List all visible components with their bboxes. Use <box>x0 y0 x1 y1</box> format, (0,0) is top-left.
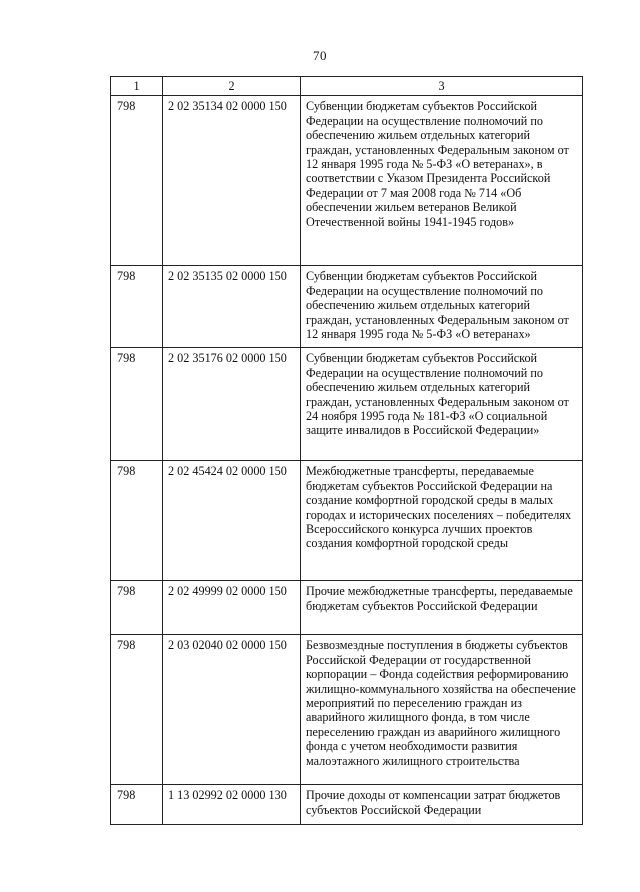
budget-code-cell: 2 03 02040 02 0000 150 <box>163 635 301 785</box>
budget-revenue-table <box>110 76 583 825</box>
header-column-2: 2 <box>163 77 301 96</box>
header-column-1: 1 <box>111 77 163 96</box>
admin-code-cell: 798 <box>111 635 163 785</box>
revenue-name-cell: Безвозмездные поступления в бюджеты субъектов Российской Федерации от государственной корпорации – Фонда содействия реформированию жилищно-коммунального хозяйства на обеспечение мероприятий по переселению граждан из аварийного жилищного фонда, в том числе переселению граждан из аварийного жилищного фонда с учетом необходимости развития малоэтажного жилищного строительства <box>301 635 583 785</box>
table-header-row <box>111 77 583 96</box>
budget-code-cell: 2 02 35176 02 0000 150 <box>163 348 301 461</box>
budget-code-cell: 2 02 35134 02 0000 150 <box>163 96 301 266</box>
budget-code-cell: 2 02 45424 02 0000 150 <box>163 461 301 581</box>
revenue-name-cell: Субвенции бюджетам субъектов Российской Федерации на осуществление полномочий по обеспечению жильем отдельных категорий граждан, установленных Федеральным законом от 12 января 1995 года № 5-ФЗ «О ветеранах» <box>301 266 583 348</box>
table-row <box>111 348 583 461</box>
table-row <box>111 96 583 266</box>
admin-code-cell: 798 <box>111 581 163 635</box>
budget-code-cell: 2 02 49999 02 0000 150 <box>163 581 301 635</box>
admin-code-cell: 798 <box>111 785 163 825</box>
revenue-name-cell: Межбюджетные трансферты, передаваемые бюджетам субъектов Российской Федерации на создание комфортной городской среды в малых городах и исторических поселениях – победителях Всероссийского конкурса лучших проектов создания комфортной городской среды <box>301 461 583 581</box>
table-row <box>111 581 583 635</box>
admin-code-cell: 798 <box>111 461 163 581</box>
admin-code-cell: 798 <box>111 348 163 461</box>
admin-code-cell: 798 <box>111 96 163 266</box>
admin-code-cell: 798 <box>111 266 163 348</box>
page-number: 70 <box>313 48 327 63</box>
revenue-name-cell: Прочие межбюджетные трансферты, передаваемые бюджетам субъектов Российской Федерации <box>301 581 583 635</box>
revenue-name-cell: Прочие доходы от компенсации затрат бюджетов субъектов Российской Федерации <box>301 785 583 825</box>
table-row <box>111 785 583 825</box>
table-row <box>111 461 583 581</box>
header-column-3: 3 <box>301 77 583 96</box>
budget-code-cell: 1 13 02992 02 0000 130 <box>163 785 301 825</box>
revenue-name-cell: Субвенции бюджетам субъектов Российской Федерации на осуществление полномочий по обеспечению жильем отдельных категорий граждан, установленных Федеральным законом от 12 января 1995 года № 5-ФЗ «О ветеранах», в соответствии с Указом Президента Российской Федерации от 7 мая 2008 года № 714 «Об обеспечении жильем ветеранов Великой Отечественной войны 1941-1945 годов» <box>301 96 583 266</box>
table-row <box>111 266 583 348</box>
revenue-name-cell: Субвенции бюджетам субъектов Российской Федерации на осуществление полномочий по обеспечению жильем отдельных категорий граждан, установленных Федеральным законом от 24 ноября 1995 года № 181-ФЗ «О социальной защите инвалидов в Российской Федерации» <box>301 348 583 461</box>
budget-code-cell: 2 02 35135 02 0000 150 <box>163 266 301 348</box>
table-row <box>111 635 583 785</box>
